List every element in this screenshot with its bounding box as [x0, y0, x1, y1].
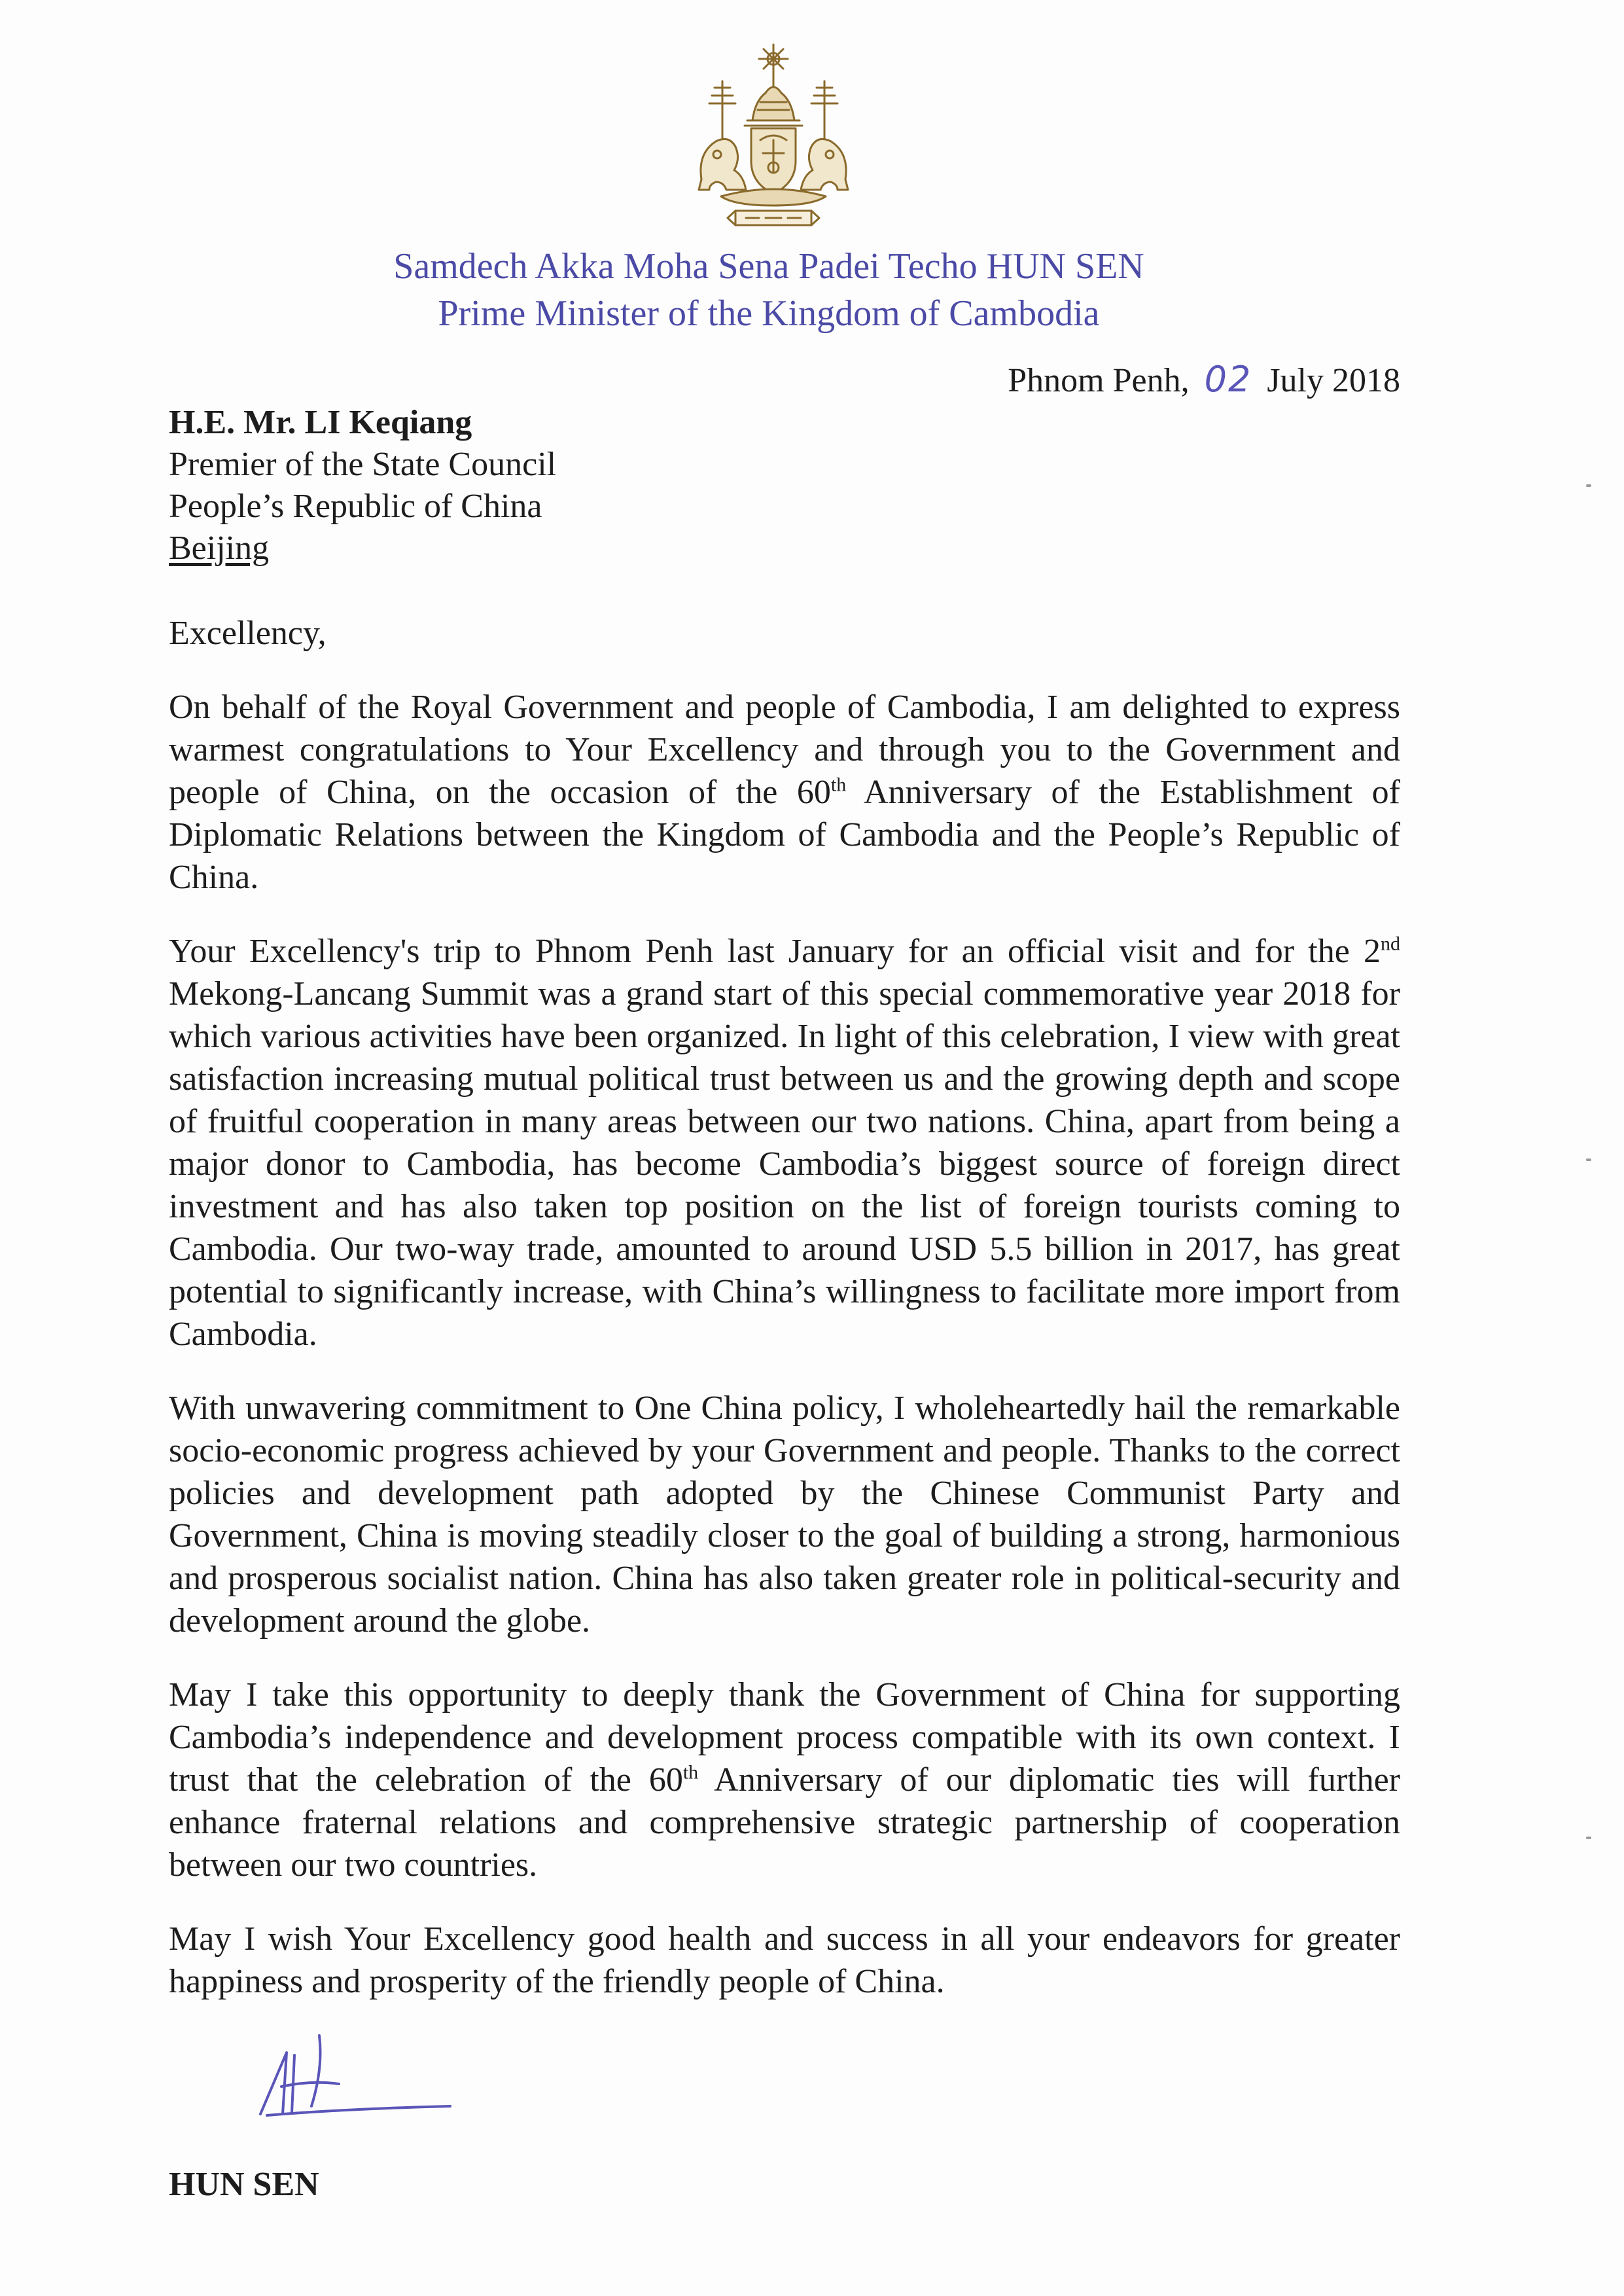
recipient-country: People’s Republic of China: [169, 488, 542, 525]
scan-mark: [1586, 1837, 1591, 1839]
letterhead-sender-title: Prime Minister of the Kingdom of Cambodia: [438, 293, 1100, 334]
recipient-title: Premier of the State Council: [169, 446, 557, 483]
letter-body: [169, 686, 1400, 2034]
signer-name: HUN SEN: [169, 2166, 319, 2203]
paragraph-1-text-a: On behalf of the Royal Government and people of Cambodia, I am delighted to express warmest congratulations to Your Excellency and through you to the Government and people of China, on the occasion of the 60: [169, 689, 1400, 811]
paragraph-2: [169, 930, 1400, 1355]
salutation: Excellency,: [169, 615, 327, 652]
recipient-name: H.E. Mr. LI Keqiang: [169, 404, 472, 441]
date-day-handwritten: 02: [1204, 359, 1252, 400]
ordinal-suffix: th: [830, 774, 847, 796]
ordinal-suffix: nd: [1381, 933, 1400, 955]
handwritten-signature: [241, 2029, 463, 2134]
paragraph-4: [169, 1674, 1400, 1886]
scan-mark: [1586, 1158, 1591, 1161]
paragraph-3: With unwavering commitment to One China policy, I wholeheartedly hail the remarkable socio-economic progress achieved by your Government and people. Thanks to the correct policies and development path adopted by the Chinese Communist Party and Government, China is moving steadily closer to the goal of building a strong, harmonious and prosperous socialist nation. China has also taken greater role in political-security and development around the globe.: [169, 1390, 1400, 1640]
dateline: [1008, 359, 1400, 402]
paragraph-1-text-b: Anniversary of the Establishment of Diplomatic Relations between the Kingdom of Cambodia and the People’s Republic of China.: [169, 774, 1400, 896]
letterhead-sender-name: Samdech Akka Moha Sena Padei Techo HUN SEN: [393, 246, 1144, 287]
paragraph-2-text-b: Mekong-Lancang Summit was a grand start of this special commemorative year 2018 for which various activities have been organized. In light of this celebration, I view with great satisfaction increasing mutual political trust between us and the growing depth and scope of fruitful cooperation in many areas between our two nations. China, apart from being a major donor to Cambodia, has become Cambodia’s biggest source of foreign direct investment and has also taken top position on the list of foreign tourists coming to Cambodia. Our two-way trade, amounted to around USD 5.5 billion in 2017, has great potential to significantly increase, with China’s willingness to facilitate more import from Cambodia.: [169, 975, 1400, 1353]
date-month-year: July 2018: [1267, 362, 1400, 399]
ordinal-suffix: th: [682, 1761, 699, 1784]
recipient-address-block: [169, 402, 556, 569]
royal-coat-of-arms-icon: [675, 42, 872, 232]
date-place: Phnom Penh,: [1008, 362, 1190, 399]
paragraph-2-text-a: Your Excellency's trip to Phnom Penh last January for an official visit and for the 2: [169, 933, 1381, 970]
scan-mark: [1586, 484, 1591, 487]
recipient-city: Beijing: [169, 529, 270, 567]
paragraph-4-text-a: May I take this opportunity to deeply thank the Government of China for supporting Cambodia’s independence and development process compatible with its own context. I trust that the celebration of the 60: [169, 1676, 1400, 1799]
paragraph-5: May I wish Your Excellency good health and success in all your endeavors for greater happiness and prosperity of the friendly people of China.: [169, 1920, 1400, 2000]
paragraph-4-text-b: Anniversary of our diplomatic ties will further enhance fraternal relations and comprehensive strategic partnership of cooperation between our two countries.: [169, 1761, 1400, 1884]
paragraph-1: [169, 686, 1400, 899]
